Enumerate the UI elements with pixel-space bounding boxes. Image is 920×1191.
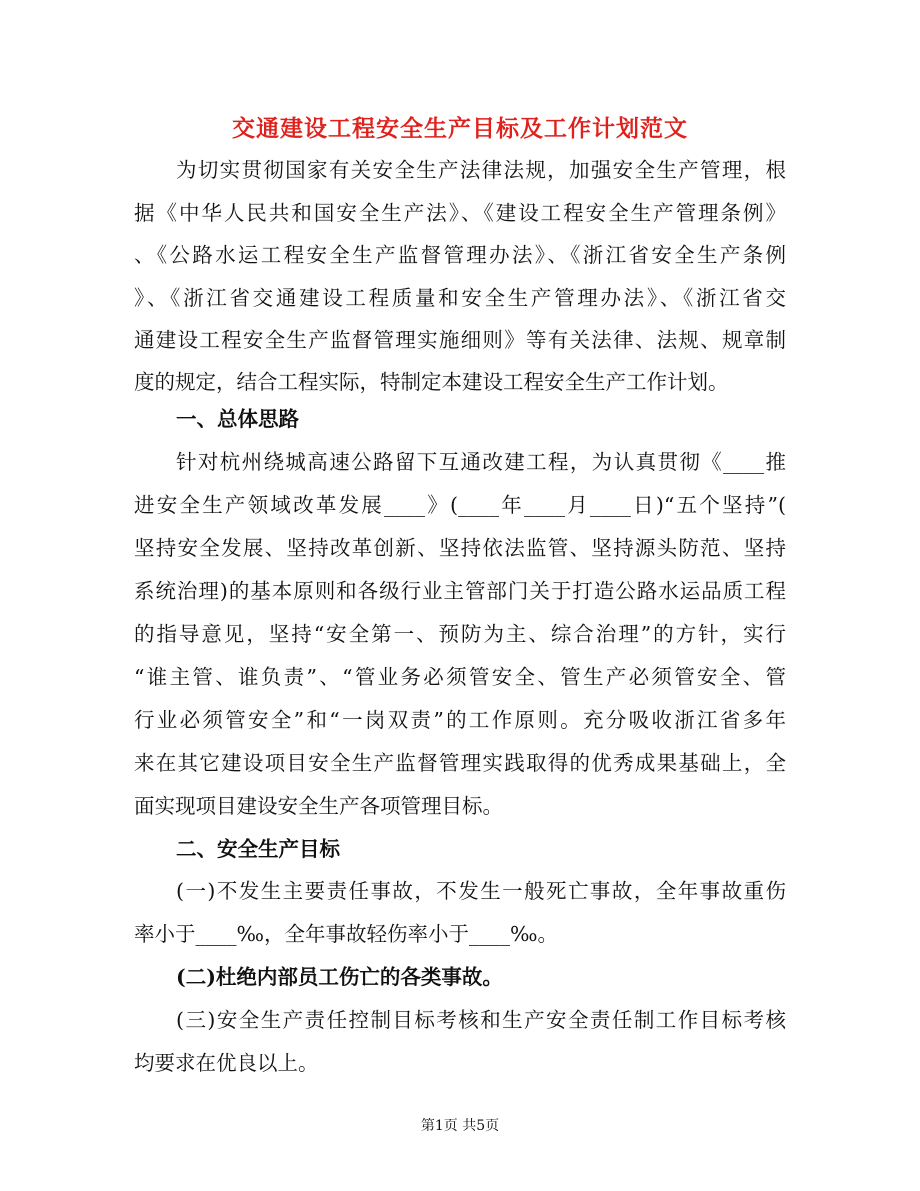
section1-line-2: 进安全生产领域改革发展____》(____年____月____日)“五个坚持”( [134, 493, 786, 517]
document-title: 交通建设工程安全生产目标及工作计划范文 [232, 115, 688, 142]
section1-line-4: 系统治理)的基本原则和各级行业主管部门关于打造公路水运品质工程 [134, 579, 786, 603]
section1-line-9: 面实现项目建设安全生产各项管理目标。 [134, 794, 503, 818]
intro-line-2: 据《中华人民共和国安全生产法》、《建设工程安全生产管理条例》 [134, 201, 786, 225]
intro-line-1: 为切实贯彻国家有关安全生产法律法规，加强安全生产管理，根 [176, 158, 786, 182]
section-heading-goals: 二、安全生产目标 [176, 837, 340, 861]
section1-line-3: 坚持安全发展、坚持改革创新、坚持依法监管、坚持源头防范、坚持 [134, 536, 786, 560]
section1-line-6: “谁主管、谁负责”、“管业务必须管安全、管生产必须管安全、管 [134, 665, 786, 689]
intro-line-5: 通建设工程安全生产监督管理实施细则》等有关法律、法规、规章制 [134, 328, 786, 352]
section1-line-7: 行业必须管安全”和“一岗双责”的工作原则。充分吸收浙江省多年 [134, 708, 786, 732]
section1-line-5: 的指导意见，坚持“安全第一、预防为主、综合治理”的方针，实行 [134, 622, 786, 646]
goal3-line-2: 均要求在优良以上。 [134, 1051, 319, 1075]
section-heading-overview: 一、总体思路 [176, 407, 299, 431]
goal1-line-2: 率小于____‰，全年事故轻伤率小于____‰。 [134, 922, 559, 946]
section1-line-8: 来在其它建设项目安全生产监督管理实践取得的优秀成果基础上，全 [134, 751, 786, 775]
intro-line-3: 、《公路水运工程安全生产监督管理办法》、《浙江省安全生产条例 [134, 243, 786, 267]
intro-line-6: 度的规定，结合工程实际，特制定本建设工程安全生产工作计划。 [134, 370, 729, 394]
page-footer: 第1页 共5页 [420, 1118, 500, 1134]
intro-line-4: 》、《浙江省交通建设工程质量和安全生产管理办法》、《浙江省交 [134, 286, 786, 310]
goal1-line-1: (一)不发生主要责任事故，不发生一般死亡事故，全年事故重伤 [176, 879, 786, 903]
goal3-line-1: (三)安全生产责任控制目标考核和生产安全责任制工作目标考核 [176, 1008, 786, 1032]
section1-line-1: 针对杭州绕城高速公路留下互通改建工程，为认真贯彻《____推 [176, 450, 786, 474]
goal2-line: (二)杜绝内部员工伤亡的各类事故。 [176, 965, 503, 989]
